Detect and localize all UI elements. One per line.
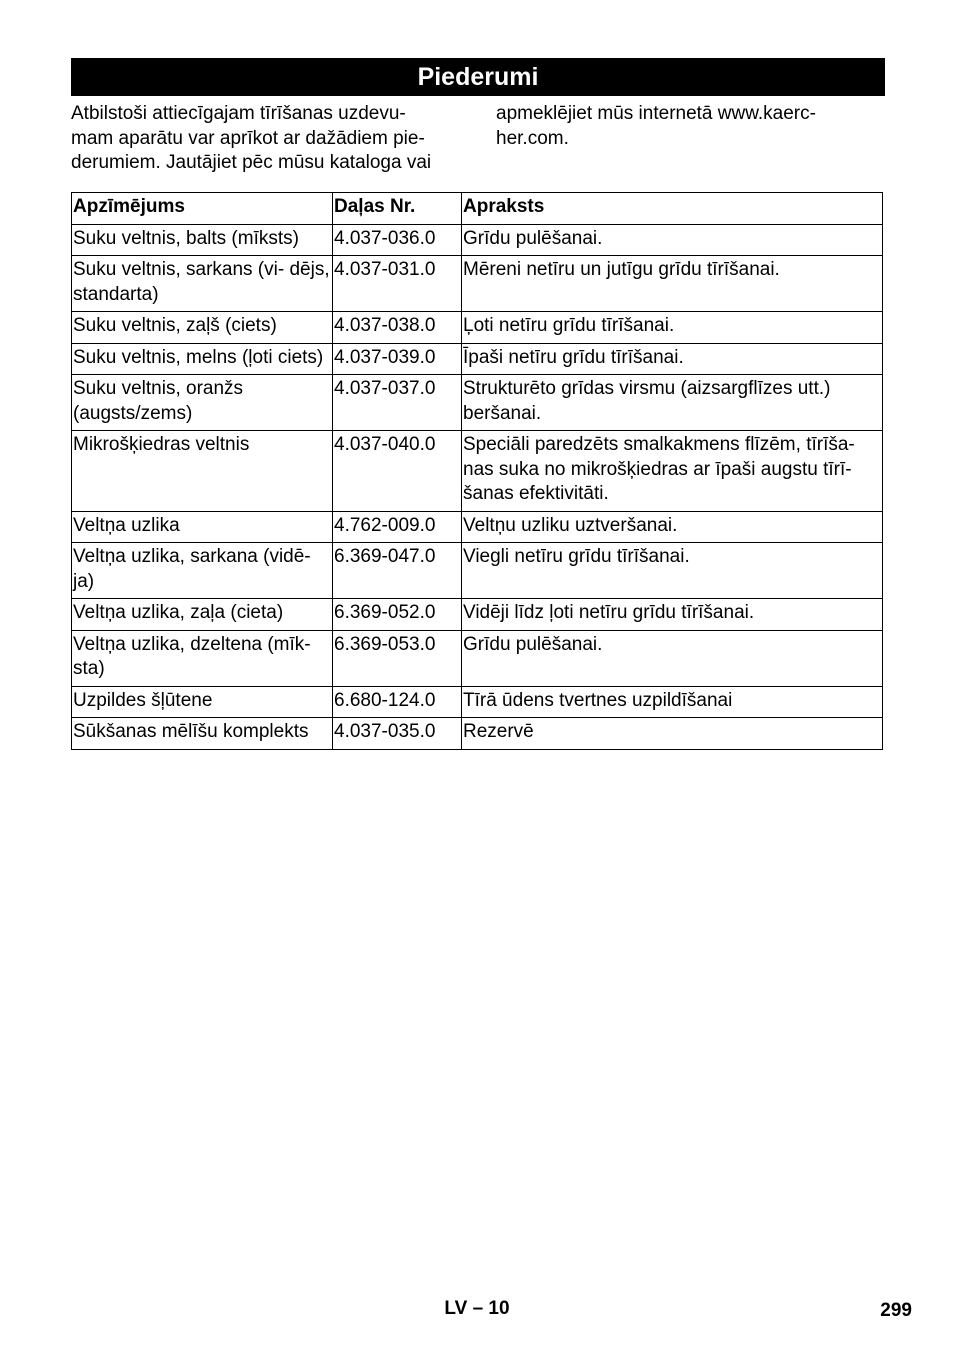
cell-description: Grīdu pulēšanai. [462, 630, 883, 686]
section-title: Piederumi [71, 58, 885, 96]
intro-text-right [496, 102, 886, 151]
cell-description: Strukturēto grīdas virsmu (aizsargflīzes utt.) beršanai. [462, 375, 883, 431]
cell-designation: Veltņa uzlika, zaļa (cieta) [72, 599, 333, 631]
cell-description: Ļoti netīru grīdu tīrīšanai. [462, 312, 883, 344]
table-header-row [72, 193, 883, 225]
cell-description: Veltņu uzliku uztveršanai. [462, 511, 883, 543]
cell-designation: Sūkšanas mēlīšu komplekts [72, 718, 333, 750]
table-row [72, 543, 883, 599]
footer-section-label: LV – 10 [444, 1298, 510, 1319]
table-row [72, 312, 883, 344]
table-row [72, 686, 883, 718]
cell-description: Vidēji līdz ļoti netīru grīdu tīrīšanai. [462, 599, 883, 631]
header-designation: Apzīmējums [72, 193, 333, 225]
cell-description: Īpaši netīru grīdu tīrīšanai. [462, 343, 883, 375]
intro-line: apmeklējiet mūs internetā www.kaerc- [496, 103, 816, 124]
cell-designation: Suku veltnis, sarkans (vi- dējs, standarta) [72, 256, 333, 312]
cell-part-number: 4.037-040.0 [333, 431, 462, 512]
table-row [72, 224, 883, 256]
header-part-number: Daļas Nr. [333, 193, 462, 225]
accessories-table [71, 192, 883, 750]
cell-designation: Suku veltnis, zaļš (ciets) [72, 312, 333, 344]
table-row [72, 630, 883, 686]
cell-designation: Uzpildes šļūtene [72, 686, 333, 718]
table-row [72, 511, 883, 543]
cell-part-number: 4.037-037.0 [333, 375, 462, 431]
cell-part-number: 6.680-124.0 [333, 686, 462, 718]
header-description: Apraksts [462, 193, 883, 225]
cell-designation: Veltņa uzlika [72, 511, 333, 543]
table-row [72, 375, 883, 431]
cell-description: Grīdu pulēšanai. [462, 224, 883, 256]
cell-part-number: 6.369-047.0 [333, 543, 462, 599]
table-row [72, 256, 883, 312]
cell-designation: Mikrošķiedras veltnis [72, 431, 333, 512]
intro-line: Atbilstoši attiecīgajam tīrīšanas uzdevu- [71, 103, 406, 124]
table-row [72, 718, 883, 750]
cell-description: Viegli netīru grīdu tīrīšanai. [462, 543, 883, 599]
cell-part-number: 4.037-031.0 [333, 256, 462, 312]
cell-part-number: 4.762-009.0 [333, 511, 462, 543]
cell-designation: Veltņa uzlika, dzeltena (mīk- sta) [72, 630, 333, 686]
cell-designation: Suku veltnis, oranžs (augsts/zems) [72, 375, 333, 431]
cell-designation: Veltņa uzlika, sarkana (vidē- ja) [72, 543, 333, 599]
table-row [72, 599, 883, 631]
cell-designation: Suku veltnis, balts (mīksts) [72, 224, 333, 256]
cell-part-number: 6.369-052.0 [333, 599, 462, 631]
intro-text-left [71, 102, 471, 176]
cell-description: Tīrā ūdens tvertnes uzpildīšanai [462, 686, 883, 718]
table-row [72, 343, 883, 375]
cell-part-number: 4.037-035.0 [333, 718, 462, 750]
cell-part-number: 4.037-039.0 [333, 343, 462, 375]
cell-description: Mēreni netīru un jutīgu grīdu tīrīšanai. [462, 256, 883, 312]
page-number: 299 [880, 1300, 912, 1321]
intro-line: her.com. [496, 127, 569, 149]
cell-designation: Suku veltnis, melns (ļoti ciets) [72, 343, 333, 375]
table-row [72, 431, 883, 512]
intro-line: derumiem. Jautājiet pēc mūsu kataloga vai [71, 152, 432, 173]
cell-description: Speciāli paredzēts smalkakmens flīzēm, tīrīša- nas suka no mikrošķiedras ar īpaši augstu tīrī- šanas efektivitāti. [462, 431, 883, 512]
cell-part-number: 4.037-038.0 [333, 312, 462, 344]
cell-part-number: 4.037-036.0 [333, 224, 462, 256]
cell-part-number: 6.369-053.0 [333, 630, 462, 686]
cell-description: Rezervē [462, 718, 883, 750]
intro-line: mam aparātu var aprīkot ar dažādiem pie- [71, 127, 425, 149]
